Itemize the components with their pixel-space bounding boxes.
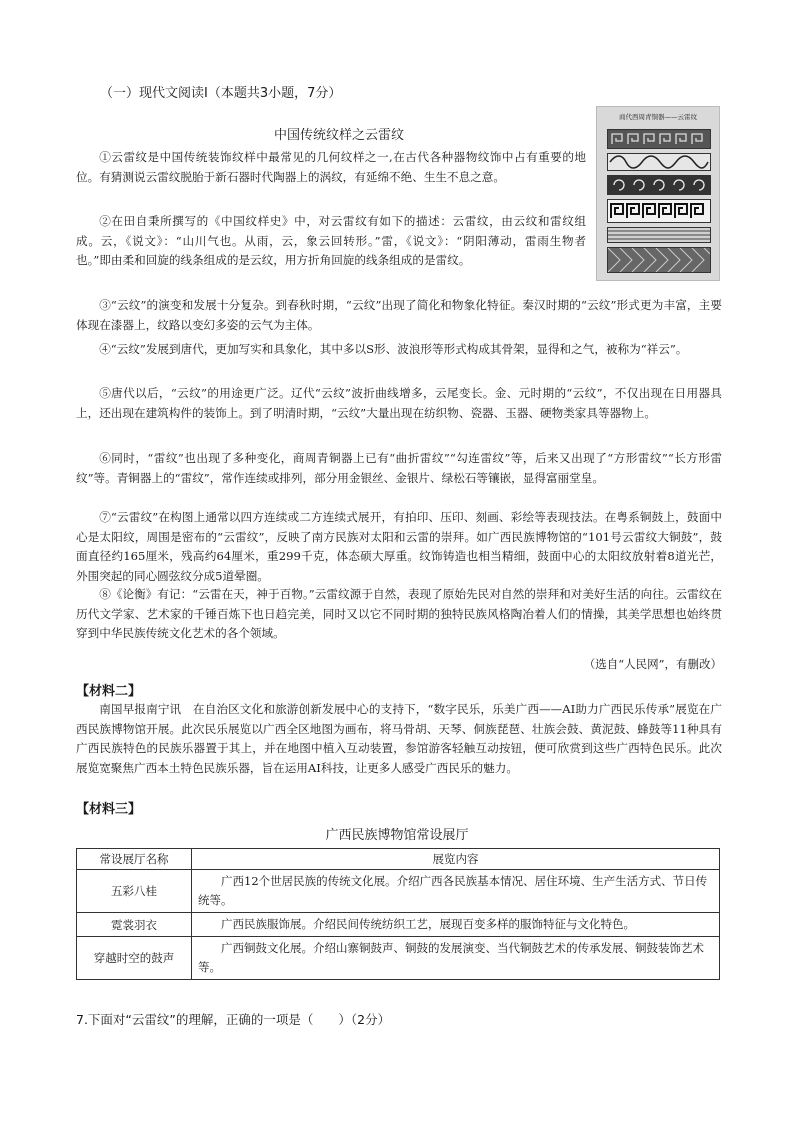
section-title: （一）现代文阅读Ⅰ（本题共3小题，7分） [100, 86, 342, 101]
pattern-band-3 [607, 175, 711, 195]
paragraph-3: ③“云纹”的演变和发展十分复杂。到春秋时期，“云纹”出现了简化和物象化特征。秦汉时期的“云纹”形式更为丰富，主要体现在漆器上，纹路以变幻多姿的云气为主体。 [76, 298, 722, 332]
paragraph-4: ④“云纹”发展到唐代，更加写实和具象化，其中多以S形、波浪形等形式构成其骨架，显得和之气，被称为“祥云”。 [99, 342, 688, 356]
paragraph-1: ①云雷纹是中国传统装饰纹样中最常见的几何纹样之一,在古代各种器物纹饰中占有重要的地位。有猜测说云雷纹脱胎于新石器时代陶器上的涡纹，有延绵不绝、生生不息之意。 [76, 150, 586, 184]
pattern-band-5 [607, 227, 711, 243]
cloud-thunder-pattern-figure [596, 106, 720, 281]
pattern-band-6 [607, 247, 711, 273]
pattern-band-4 [607, 199, 711, 223]
paragraph-8: ⑧《论衡》有记：“云雷在天，神于百物。”云雷纹源于自然，表现了原始先民对自然的崇拜和对美好生活的向往。云雷纹在历代文学家、艺术家的千锤百炼下也日趋完美，同时又以它不同时期的独特民族风格陶冶着人们的情操，其美学思想也始终贯穿到中华民族传统文化艺术的各个领域。 [76, 587, 722, 640]
hall-content: 广西民族服饰展。介绍民间传统纺织工艺，展现百变多样的服饰特征与文化特色。 [192, 913, 720, 937]
pattern-band-1 [607, 129, 711, 149]
article-title: 中国传统纹样之云雷纹 [274, 128, 405, 143]
hall-name: 霓裳羽衣 [77, 913, 192, 937]
hall-content: 广西12个世居民族的传统文化展。介绍广西各民族基本情况、居住环境、生产生活方式、节日传统等。 [192, 870, 720, 913]
paragraph-6: ⑥同时，“雷纹”也出现了多种变化，商周青铜器上已有“曲折雷纹”“勾连雷纹”等，后来又出现了“方形雷纹”“长方形雷纹”等。青铜器上的“雷纹”，常作连续或排列，部分用金银丝、金银片、绿松石等镶嵌，显得富丽堂皇。 [76, 451, 722, 485]
table-header-row [77, 849, 720, 870]
pattern-band-2 [607, 153, 711, 171]
material-2-heading: 【材料二】 [76, 684, 142, 699]
figure-caption: 商代西周青铜器——云雷纹 [619, 113, 697, 121]
paragraph-2: ②在田自秉所撰写的《中国纹样史》中，对云雷纹有如下的描述：云雷纹，由云纹和雷纹组成。云，《说文》：“山川气也。从雨，云，象云回转形。”雷，《说文》：“阴阳薄动，雷雨生物者也。”即由柔和回旋的线条组成的是云纹，用方折角回旋的线条组成的是雷纹。 [76, 214, 586, 267]
hall-name: 穿越时空的鼓声 [77, 937, 192, 980]
table-row [77, 913, 720, 937]
material-3-heading: 【材料三】 [76, 802, 142, 817]
exhibition-halls-table [76, 848, 720, 980]
hall-name: 五彩八桂 [77, 870, 192, 913]
table-header-hall: 常设展厅名称 [77, 849, 192, 870]
paragraph-7: ⑦“云雷纹”在构图上通常以四方连续或二方连续式展开，有拍印、压印、刻画、彩绘等表现技法。在粤系铜鼓上，鼓面中心是太阳纹，周围是密布的“云雷纹”，反映了南方民族对太阳和云雷的崇拜。如广西民族博物馆的“101号云雷纹大铜鼓”，鼓面直径约165厘米，残高约64厘米，重299千克，体态硕大厚重。纹饰铸造也相当精细，鼓面中心的太阳纹放射着8道光芒，外围突起的同心圆弦纹分成5道晕圈。 [76, 510, 722, 583]
table-row [77, 937, 720, 980]
hall-content: 广西铜鼓文化展。介绍山寨铜鼓声、铜鼓的发展演变、当代铜鼓艺术的传承发展、铜鼓装饰艺术等。 [192, 937, 720, 980]
table-row [77, 870, 720, 913]
table-title: 广西民族博物馆常设展厅 [325, 828, 469, 843]
question-7: 7.下面对“云雷纹”的理解，正确的一项是（ ）（2分） [76, 1012, 391, 1027]
table-header-content: 展览内容 [192, 849, 720, 870]
material-2-text: 南国早报南宁讯 在自治区文化和旅游创新发展中心的支持下，“数字民乐，乐美广西——AI助力广西民乐传承”展览在广西民族博物馆开展。此次民乐展览以广西全区地图为画布，将马骨胡、天琴、侗族琵琶、壮族会鼓、黄泥鼓、蜂鼓等11种具有广西民族特色的民族乐器置于其上，并在地图中植入互动装置，参馆游客轻触互动按钮，便可欣赏到这些广西特色民乐。此次展览宽聚焦广西本土特色民族乐器，旨在运用AI科技，让更多人感受广西民乐的魅力。 [76, 702, 722, 775]
source-note: （选自“人民网”，有删改） [583, 657, 722, 671]
paragraph-5: ⑤唐代以后，“云纹”的用途更广泛。辽代“云纹”波折曲线增多，云尾变长。金、元时期的“云纹”，不仅出现在日用器具上，还出现在建筑构件的装饰上。到了明清时期，“云纹”大量出现在纺织物、瓷器、玉器、硬物类家具等器物上。 [76, 386, 722, 420]
